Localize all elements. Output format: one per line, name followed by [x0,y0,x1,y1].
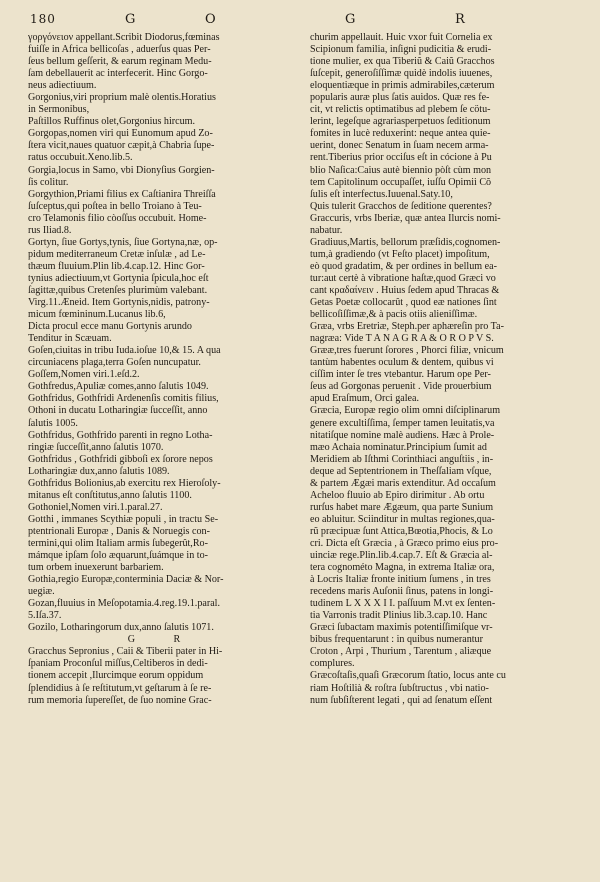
text-line: ſtera vicit,naues quatuor cæpit,à Chabria ſupe- [28,140,215,152]
text-line: Gorgopas,nomen viri qui Eunomum apud Zo- [28,128,213,140]
text-line: Lotharingiæ dux,anno ſalutis 1089. [28,465,170,477]
text-line: rent.Tiberius prior occiſus eſt in cócione à Pu [310,152,492,164]
text-line: Gothfridus , Gothfridi gibboſi ex ſorore nepos [28,453,213,465]
left-column [28,32,298,707]
text-line: Meridiem ab Iſthmi Corinthiaci anguſtiis , in- [310,453,494,465]
text-line: in Sermonibus, [28,104,90,116]
text-line: blio Naſica:Caius autè biennio pòſt cùm mon [310,164,492,176]
text-line: tum orbem inuexerunt barbariem. [28,562,164,574]
text-line: deque ad Septentrionem in Theſſaliam vſque, [310,465,492,477]
text-line: eo abluitur. Sciinditur in multas regiones,qua- [310,513,495,525]
text-line: Grææ,tres fuerunt ſorores , Phorci filiæ, vnicum [310,345,504,357]
text-line: ſam debellauerit ac interfecerit. Hinc Gorgo- [28,68,208,80]
text-line: lerint, legeſque agrariasperpetuos ſeditionum [310,116,491,128]
text-line: mámque ipſam ſolo æquarunt,ſuámque in to- [28,550,208,562]
text-line: ſeus ad Gorgonas peruenit . Vide prouerbium [310,381,492,393]
running-letter: G [125,12,137,27]
text-line: Graccuris, vrbs Iberiæ, quæ antea Ilurcis nomi- [310,212,501,224]
text-line: ptentrionali Europæ , Danis & Noruegis con- [28,525,210,537]
text-line: G R [127,634,199,646]
text-line: cant κραδαίνειν . Huius ſedem apud Thracas & [310,284,500,296]
text-line: num ſubſiſterent legati , qui ad ſenatum eſſent [310,694,493,706]
text-line: termini,qui olim Italiam armis ſubegerût,Ro- [28,537,208,549]
text-line: ringiæ ſucceſſit,anno ſalutis 1070. [28,441,164,453]
text-line: Græcia, Europæ regio olim omni diſciplinarum [310,405,501,417]
text-line: & partem Ægæi maris extenditur. Ad occaſum [310,477,496,489]
text-line: Quis tulerit Gracchos de ſeditione querentes? [310,200,492,212]
text-line: Græci ſubactam maximis potentiſſimiſque vr- [310,622,493,634]
text-line: Gozan,fluuius in Meſopotamia.4.reg.19.1.paral. [28,598,221,610]
text-line: ſplendidius à ſe reſtitutum,vt geſtarum à ſe re- [28,682,212,694]
running-letter: G [345,12,357,27]
text-line: Gotthi , immanes Scythiæ populi , in tractu Se- [28,513,219,525]
text-line: tum,à gradiendo (vt Feſto placet) impoſitum, [310,248,490,260]
text-line: uerint, donec Senatum in ſuam necem arma- [310,140,489,152]
text-line: pidum mediterraneum Cretæ inſulæ , ad Le- [28,248,206,260]
text-line: rurſus habet mare Ægæum, qua parte Sunium [310,501,494,513]
text-line: bellicoſiſſimæ,& à pacis otiis alieniſſimæ. [310,309,478,321]
text-line: Gothfridus Bolionius,ab exercitu rex Hieroſoly- [28,477,221,489]
text-line: Croton , Arpi , Thurium , Tarentum , aliæque [310,646,492,658]
text-line: Gothfredus,Apuliæ comes,anno ſalutis 1049. [28,381,209,393]
text-line: Gracchus Sepronius , Caii & Tiberii pater in Hi- [28,646,223,658]
text-line: genere excultiſſima, ſemper tamen leuitatis,va [310,417,495,429]
running-letter: R [455,12,466,27]
text-line: Gothoniel,Nomen viri.1.paral.27. [28,501,163,513]
text-line: tudinem L X X X I I. paſſuum M.vt ex ſenten- [310,598,496,610]
text-line: uegiæ. [28,586,55,598]
text-line: eò quod gradatim, & per ordines in bellum ea- [310,260,497,272]
text-line: Gortyn, ſiue Gortys,tynis, ſiue Gortyna,næ, op- [28,236,218,248]
text-line: γοργόνειον appellant.Scribit Diodorus,fœminas [28,32,220,43]
text-line: tynius adiectiuum,vt Gortynia ſpicula,hoc eſt [28,272,209,284]
text-line: Acheloo fluuio ab Epiro dirimitur . Ab ortu [310,489,485,501]
text-line: mitanus eſt conſtitutus,anno ſalutis 1100. [28,489,192,501]
text-line: fuiſſe in Africa bellicoſas , aduerſus quas Per- [28,44,211,56]
text-line: ſis colitur. [28,176,69,188]
text-line: complures. [310,658,355,670]
text-line: ratus occubuit.Xeno.lib.5. [28,152,133,164]
text-line: tantùm habentes oculum & dentem, quibus vi [310,357,494,369]
text-line: ciſſim inter ſe tres vtebantur. Harum ope Per- [310,369,491,381]
text-line: popularis auræ plus ſatis auidos. Quæ res fe- [310,92,490,104]
text-line: ſulis eſt interfectus.Iuuenal.Saty.10, [310,188,453,200]
text-line: churim appellauit. Huic vxor fuit Cornelia ex [310,32,493,43]
text-line: cri. Dicta eſt Græcia , à Græco primo eius pro- [310,537,499,549]
text-line: riam Hoſtilià & roſtra ſubſtructus , vbi natio- [310,682,489,694]
text-line: nabatur. [310,224,343,236]
text-line: Græcoſtaſis,quaſi Græcorum ſtatio, locus ante cu [310,670,506,682]
text-line: rũ præcipuæ ſunt Attica,Bœotia,Phocis, & Lo [310,525,493,537]
right-column [310,32,586,707]
text-line: nitatiſque nomine malè audiens. Hæc à Prole- [310,429,495,441]
text-line: Scipionum familia, inſigni pudicitia & erudi- [310,44,492,56]
text-line: recedens maris Auſonii ſinus, patens in longi- [310,586,494,598]
text-line: rus Iliad.8. [28,224,72,236]
running-header [30,12,580,30]
text-line: Græa, vrbs Eretriæ, Steph.per aphæreſin pro Ta- [310,321,504,333]
text-line: 5.Iſa.37. [28,610,62,622]
text-line: rum memoria ſupereſſet, de ſuo nomine Grac- [28,694,212,706]
text-line: tionem accepit ,Ilurcimque eorum oppidum [28,670,204,682]
text-line: thæum fluuium.Plin lib.4.cap.12. Hinc Gor- [28,260,205,272]
text-line: Tenditur in Scæuam. [28,333,112,345]
text-line: à Locris Italiæ fronte initium ſumens , in tres [310,574,491,586]
text-line: Gorgythion,Priami filius ex Caſtianira Threiſſa [28,188,216,200]
text-line: Gorgonius,viri proprium malè olentis.Horatius [28,92,216,104]
text-line: cit, vt relictis optimatibus ad plebem ſe cötu- [310,104,491,116]
running-letter: O [205,12,217,27]
text-line: mæo Achaia nominatur.Principium ſumit ad [310,441,487,453]
text-line: neus adiectiuum. [28,80,97,92]
text-line: ſuſceptus,qui poſtea in bello Troiano à Teu- [28,200,202,212]
text-line: nagræa: Vide T A N A G R A & O R O P V S. [310,333,494,345]
text-line: Getas Poetæ collocarût , quod eæ nationes ſint [310,297,497,309]
text-line: Gothfridus, Gothfrido parenti in regno Lotha- [28,429,213,441]
text-line: Gothia,regio Europæ,conterminia Daciæ & Nor- [28,574,224,586]
text-line: bibus frequentarunt : in quibus numerantur [310,634,483,646]
text-line: eloquentiæque in primis admirabiles,cæterum [310,80,495,92]
text-line: ſuſcepit, generoſiſſimæ quidè indolis iuuenes, [310,68,493,80]
text-line: Goſſem,Nomen viri.1.eſd.2. [28,369,140,381]
text-line: ſagittæ,quibus Cretenſes plurimùm valebant. [28,284,208,296]
text-line: Gothfridus, Gothfridi Ardenenſis comitis filius, [28,393,219,405]
text-line: ſpaniam Proconſul miſſus,Celtiberos in dedi- [28,658,208,670]
text-line: Gorgia,locus in Samo, vbi Dionyſius Gorgien- [28,164,215,176]
text-line: apud Eraſmum, Orci galea. [310,393,420,405]
text-line: tione mulier, ex qua Tiberiũ & Caiũ Gracchos [310,56,495,68]
text-line: tera cognométo Magna, in extrema Italiæ ora, [310,562,495,574]
text-line: uinciæ rege.Plin.lib.4.cap.7. Eſt & Græcia al- [310,550,493,562]
text-line: ſalutis 1005. [28,417,78,429]
text-line: Paſtillos Ruffinus olet,Gorgonius hircum. [28,116,196,128]
text-line: circuniacens plaga,terra Goſen nuncupatur. [28,357,201,369]
text-line: Gradiuus,Martis, bellorum præſidis,cognomen- [310,236,501,248]
text-line: Goſen,ciuitas in tribu Iuda.ioſue 10,& 15. A qua [28,345,221,357]
text-line: cro Telamonis filio còoſſus occubuit. Home- [28,212,207,224]
text-line: micum fœmininum.Lucanus lib.6, [28,309,166,321]
text-line: tur:aut certè à vibratione haſtæ,quod Græci vo [310,272,496,284]
text-line: tia Varronis tradit Plinius lib.3.cap.10. Hanc [310,610,488,622]
text-line: Othoni in ducatu Lotharingiæ ſucceſſit, anno [28,405,208,417]
text-line: Dicta procul ecce manu Gortynis arundo [28,321,192,333]
text-line: ſeus bellum geſſerit, & earum reginam Medu- [28,56,212,68]
page-number: 180 [30,12,56,26]
text-line: fomites in lucè reduxerint: neque antea quie- [310,128,491,140]
text-line: tem Capitolinum occupaſſet, iuſſu Opimii Cõ [310,176,492,188]
text-line: Virg.11.Æneid. Item Gortynis,nidis, patrony- [28,297,210,309]
text-line: Gozilo, Lotharingorum dux,anno ſalutis 1071. [28,622,214,634]
